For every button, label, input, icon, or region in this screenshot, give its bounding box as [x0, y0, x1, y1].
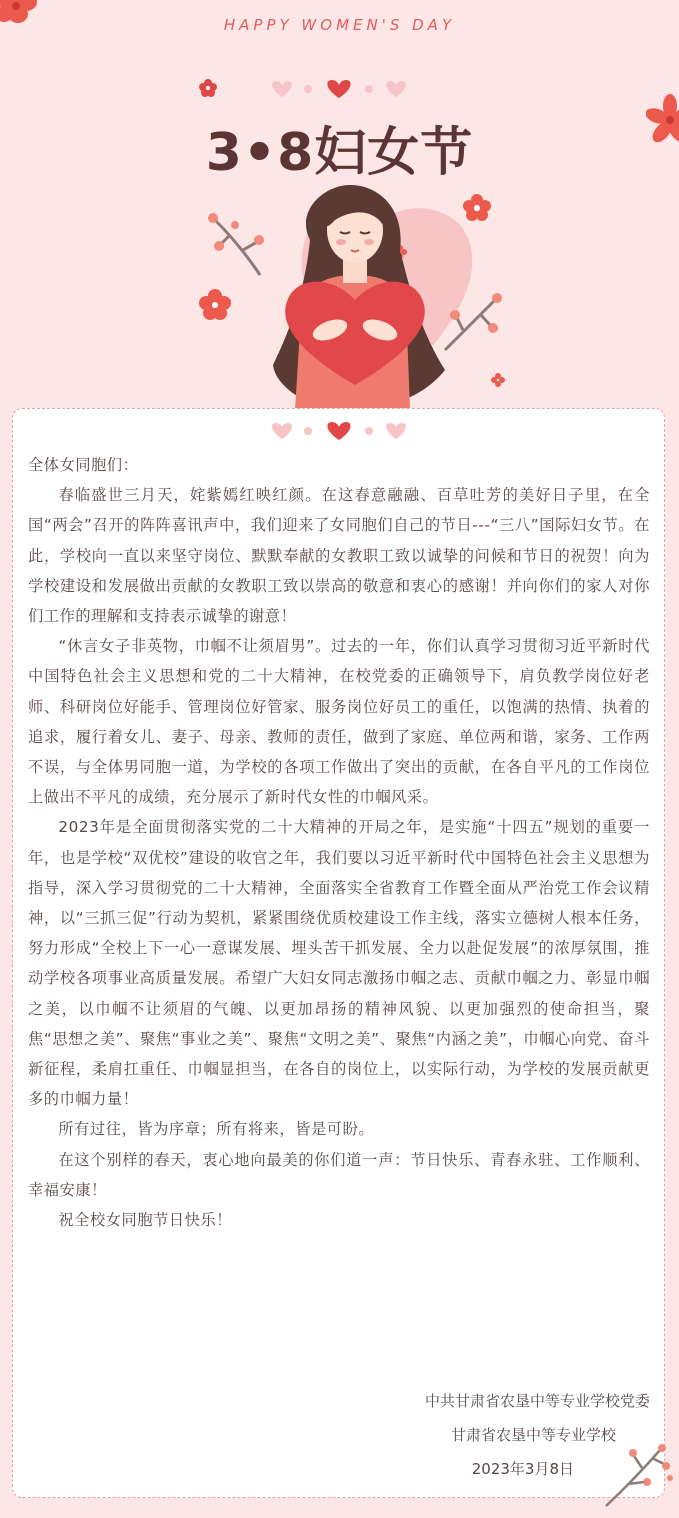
- heart-icon: [386, 81, 406, 97]
- signature-org-school: 甘肃省农垦中等专业学校: [450, 1426, 616, 1444]
- heart-icon: [327, 422, 350, 440]
- heart-divider-card: [268, 420, 410, 442]
- small-flower-icon: [198, 78, 218, 98]
- subtitle-happy-womens-day: HAPPY WOMEN'S DAY: [223, 16, 456, 34]
- heart-divider-top: [268, 78, 410, 100]
- greeting: 全体女同胞们：: [28, 456, 139, 474]
- paragraph-3: 2023年是全面贯彻落实党的二十大精神的开局之年，是实施“十四五”规划的重要一年，也是学校“双优校”建设的收官之年，我们要以习近平新时代中国特色社会主义思想为指导，深入学习贯彻党的二十大精神，全面落实全省教育工作暨全面从严治党工作会议精神，以“三抓三促”行动为契机，紧紧围绕优质校建设工作主线，落实立德树人根本任务，努力形成“全校上下一心一意谋发展、埋头苦干抓发展、全力以赴促发展”的浓厚氛围，推动学校各项事业高质量发展。希望广大妇女同志激扬巾帼之志、贡献巾帼之力、彰显巾帼之美，以巾帼不让须眉的气魄、以更加昂扬的精神风貌、以更加强烈的使命担当，聚焦“思想之美”、聚焦“事业之美”、聚焦“文明之美”、聚焦“内涵之美”，巾帼心向党、奋斗新征程，柔肩扛重任、巾帼显担当，在各自的岗位上，以实际行动，为学校的发展贡献更多的巾帼力量！: [28, 818, 650, 1109]
- signature-org-party: 中共甘肃省农垦中等专业学校党委: [424, 1392, 650, 1410]
- paragraph-4: 所有过往，皆为序章；所有将来，皆是可盼。: [58, 1120, 375, 1139]
- signature-date: 2023年3月8日: [471, 1460, 574, 1478]
- paragraph-1: 春临盛世三月天，姹紫嫣红映红颜。在这春意融融、百草吐芳的美好日子里，在全国“两会”召开的阵阵喜讯声中，我们迎来了女同胞们自己的节日---“三八”国际妇女节。在此，学校向一直以来坚守岗位、默默奉献的女教职工致以诚挚的问候和节日的祝贺！向为学校建设和发展做出贡献的女教职工致以崇高的敬意和衷心的感谢！并向你们的家人对你们工作的理解和支持表示诚挚的谢意！: [28, 486, 650, 626]
- paragraph-6: 祝全校女同胞节日快乐！: [58, 1211, 233, 1230]
- woman-holding-heart-illustration: [195, 180, 510, 410]
- heart-icon: [386, 423, 406, 439]
- heart-icon: [272, 423, 292, 439]
- heart-icon: [272, 81, 292, 97]
- page-title: 3•8妇女节: [205, 123, 474, 183]
- paragraph-2: “休言女子非英物，巾帼不让须眉男”。过去的一年，你们认真学习贯彻习近平新时代中国特色社会主义思想和党的二十大精神，在校党委的正确领导下，肩负教学岗位好老师、科研岗位好能手、管理岗位好管家、服务岗位好员工的重任，以饱满的热情、执着的追求，履行着女儿、妻子、母亲、教师的责任，做到了家庭、单位两和谐，家务、工作两不误，与全体男同胞一道，为学校的各项工作做出了突出的贡献，在各自平凡的工作岗位上做出不平凡的成绩，充分展示了新时代女性的巾帼风采。: [28, 637, 650, 807]
- letter-body: [28, 450, 650, 1235]
- branch-decoration-icon: [598, 1438, 676, 1510]
- paragraph-5: 在这个别样的春天，衷心地向最美的你们道一声：节日快乐、青春永驻、工作顺利、幸福安康！: [28, 1150, 650, 1199]
- heart-icon: [327, 80, 350, 98]
